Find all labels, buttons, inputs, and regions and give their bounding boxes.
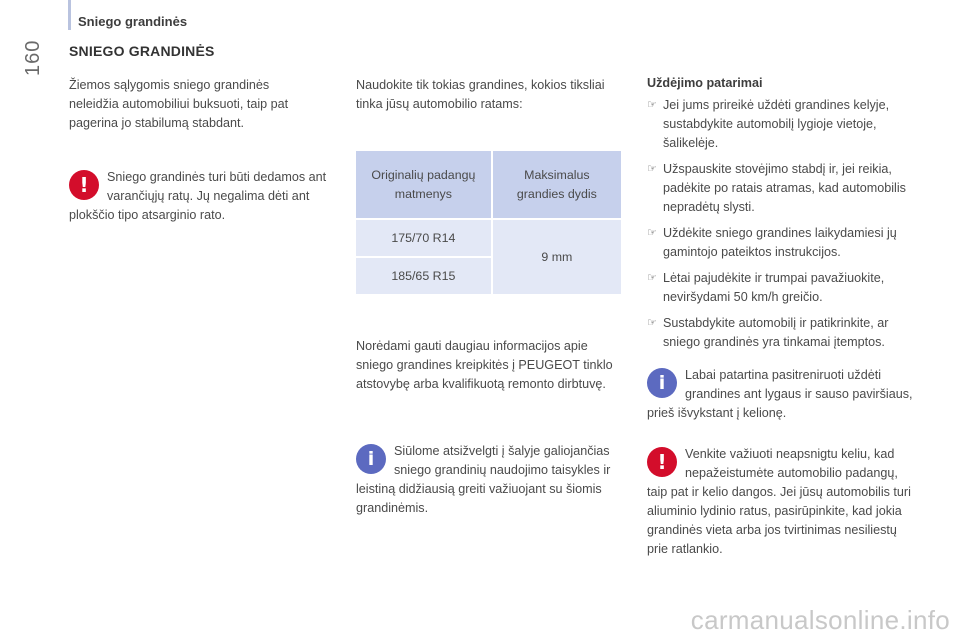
table-row bbox=[356, 218, 621, 256]
warning-note-driven-wheels bbox=[69, 168, 339, 225]
info-note-text: Labai patartina pasitreniruoti uždėti grandines ant lygaus ir sauso paviršiaus, prieš išvykstant į kelionę. bbox=[647, 368, 913, 420]
list-item: ☞ Jei jums prireikė uždėti grandines kelyje, sustabdykite automobilį lygioje vietoje, šalikelėje. bbox=[647, 98, 890, 150]
watermark: carmanualsonline.info bbox=[690, 605, 950, 635]
intro-paragraph: Žiemos sąlygomis sniego grandinės neleidžia automobiliui buksuoti, taip pat pagerina jo stabilumą stabdant. bbox=[69, 78, 289, 130]
tire-size-cell: 185/65 R15 bbox=[356, 256, 491, 294]
tire-size-cell: 175/70 R14 bbox=[356, 218, 491, 256]
pointing-hand-icon: ☞ bbox=[647, 99, 657, 111]
info-note-practice bbox=[647, 366, 917, 423]
max-link-cell: 9 mm bbox=[491, 218, 621, 294]
warning-icon: ! bbox=[647, 447, 677, 477]
warning-icon: ! bbox=[69, 170, 99, 200]
tips-list bbox=[647, 96, 917, 359]
pointing-hand-icon: ☞ bbox=[647, 227, 657, 239]
table-header-tire-size: Originalių padangų matmenys bbox=[356, 151, 491, 218]
info-note-regulations bbox=[356, 442, 626, 518]
list-item: ☞ Uždėkite sniego grandines laikydamiesi jų gamintojo pateiktos instrukcijos. bbox=[647, 226, 897, 259]
list-item: ☞ Sustabdykite automobilį ir patikrinkite, ar sniego grandinės yra tinkamai įtemptos. bbox=[647, 316, 889, 349]
more-info-paragraph: Norėdami gauti daugiau informacijos apie sniego grandines kreipkitės į PEUGEOT tinklo atstovybę arba kvalifikuotą remonto dirbtuvę. bbox=[356, 339, 613, 391]
info-note-text: Siūlome atsižvelgti į šalyje galiojančias sniego grandinių naudojimo taisykles ir leistiną didžiausią greiti važiuojant su šiomis grandinėmis. bbox=[356, 444, 611, 515]
chain-size-table bbox=[356, 151, 621, 294]
info-icon: i bbox=[356, 444, 386, 474]
warning-note-clear-roads bbox=[647, 445, 917, 559]
page-title: SNIEGO GRANDINĖS bbox=[69, 43, 215, 59]
usage-paragraph: Naudokite tik tokias grandines, kokios tiksliai tinka jūsų automobilio ratams: bbox=[356, 78, 605, 111]
pointing-hand-icon: ☞ bbox=[647, 272, 657, 284]
info-icon: i bbox=[647, 368, 677, 398]
pointing-hand-icon: ☞ bbox=[647, 163, 657, 175]
list-item: ☞ Lėtai pajudėkite ir trumpai pavažiuokite, neviršydami 50 km/h greičio. bbox=[647, 271, 885, 304]
warning-note-text: Venkite važiuoti neapsnigtu keliu, kad nepažeistumėte automobilio padangų, taip pat ir kelio dangos. Jei jūsų automobilis turi aliuminio lydinio ratus, pasirūpinkite, kad jokia grandinės vieta arba jos tvirtinimas nesiliestų prie ratlankio. bbox=[647, 447, 911, 556]
tips-heading: Uždėjimo patarimai bbox=[647, 76, 763, 90]
section-accent-bar bbox=[68, 0, 71, 30]
section-header: Sniego grandinės bbox=[78, 14, 188, 29]
list-item: ☞ Užspauskite stovėjimo stabdį ir, jei reikia, padėkite po ratais atramas, kad automobilis nepradėtų slysti. bbox=[647, 162, 906, 214]
page-number: 160 bbox=[22, 39, 44, 76]
pointing-hand-icon: ☞ bbox=[647, 317, 657, 329]
table-header-max-link: Maksimalus grandies dydis bbox=[491, 151, 621, 218]
warning-note-text: Sniego grandinės turi būti dedamos ant varančiųjų ratų. Jų negalima dėti ant plokščio tipo atsarginio rato. bbox=[69, 170, 327, 222]
